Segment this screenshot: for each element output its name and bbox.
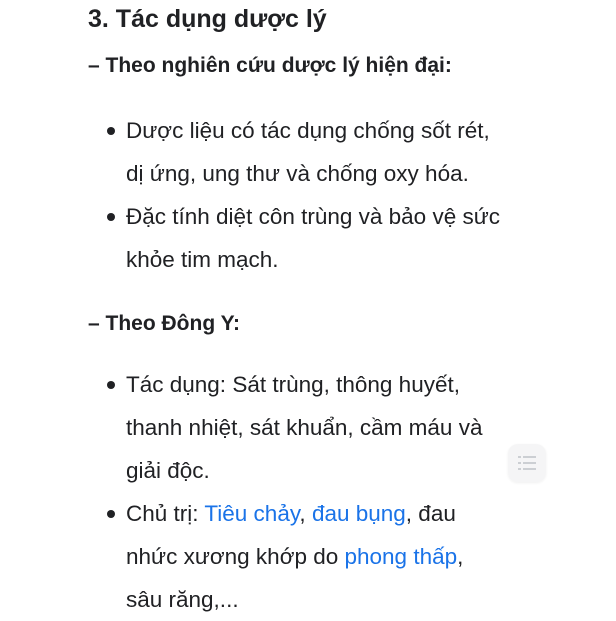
section-heading: 3. Tác dụng dược lý: [88, 5, 327, 33]
list-item: [0, 195, 556, 281]
list-item-line: khỏe tim mạch.: [126, 247, 279, 272]
bullet-icon: [107, 510, 115, 518]
list-item-line: giải độc.: [126, 458, 210, 483]
link-tieu-chay[interactable]: Tiêu chảy: [204, 501, 300, 526]
separator-text: ,: [457, 544, 464, 569]
table-of-contents-button[interactable]: [508, 444, 546, 482]
list-item-line: [126, 492, 556, 535]
list-item-line: thanh nhiệt, sát khuẩn, cầm máu và: [126, 415, 483, 440]
list-item-line: Tác dụng: Sát trùng, thông huyết,: [126, 372, 460, 397]
list-item: [0, 109, 556, 195]
link-dau-bung[interactable]: đau bụng: [311, 501, 406, 526]
indications-prefix: Chủ trị:: [126, 501, 205, 526]
list-item-line: dị ứng, ung thư và chống oxy hóa.: [126, 161, 469, 186]
list-item-line: sâu răng,...: [126, 587, 239, 612]
list-item-line: Đặc tính diệt côn trùng và bảo vệ sức: [126, 204, 501, 229]
traditional-medicine-heading: – Theo Đông Y:: [88, 312, 241, 335]
traditional-effects-list: [0, 363, 556, 621]
indications-text: , đau: [405, 501, 456, 526]
list-item: [0, 492, 556, 621]
list-item-line: [126, 535, 556, 578]
bullet-icon: [107, 213, 115, 221]
separator-text: ,: [299, 501, 312, 526]
bullet-icon: [107, 381, 115, 389]
list-item: [0, 363, 556, 492]
link-phong-thap[interactable]: phong thấp: [344, 544, 458, 569]
list-item-line: Dược liệu có tác dụng chống sốt rét,: [126, 118, 490, 143]
indications-text: nhức xương khớp do: [126, 544, 345, 569]
list-icon: [517, 454, 537, 472]
modern-effects-list: [0, 109, 556, 281]
bullet-icon: [107, 127, 115, 135]
modern-research-heading: – Theo nghiên cứu dược lý hiện đại:: [88, 54, 452, 77]
